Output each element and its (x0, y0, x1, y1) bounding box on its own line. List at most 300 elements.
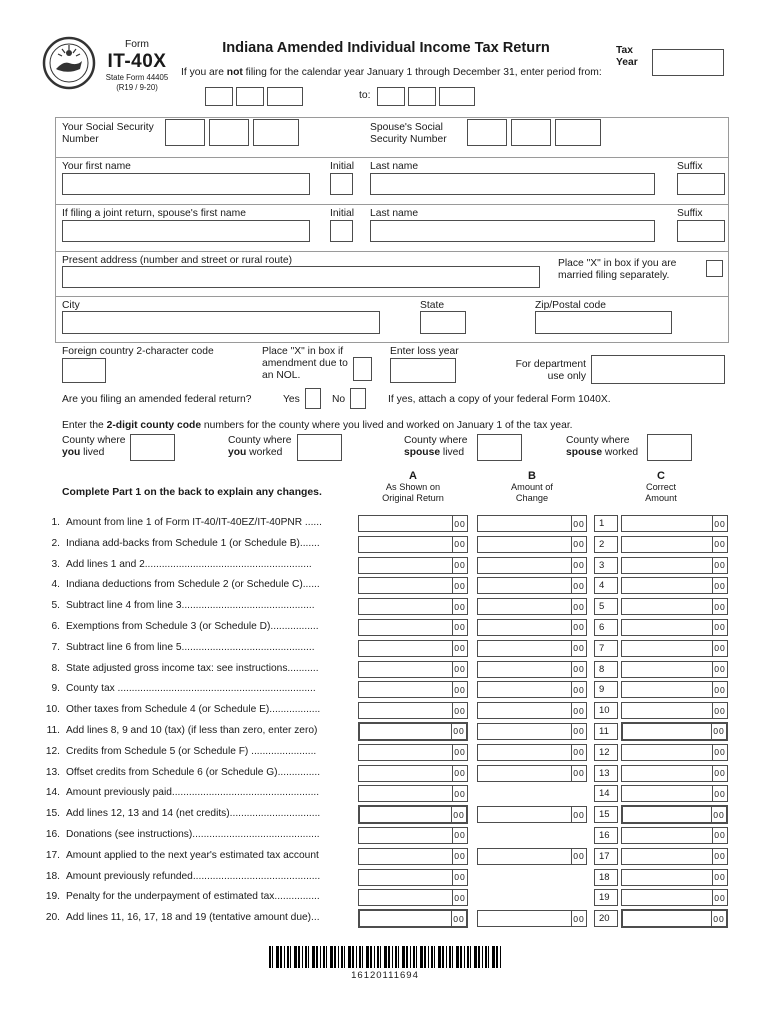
county-spouse-worked-input[interactable] (647, 434, 692, 461)
cents-preprint: 00 (571, 766, 586, 781)
county-label-line2 (228, 447, 298, 459)
table-row (40, 742, 730, 763)
amount-box-col-c[interactable] (621, 515, 728, 532)
amended-yes-checkbox[interactable] (305, 388, 321, 409)
line-number-box: 14 (594, 785, 618, 802)
county-intro-suffix: numbers for the county where you lived and worked on January 1 of the tax year. (201, 420, 573, 431)
row-label: Exemptions from Schedule 3 (or Schedule D)................. (66, 620, 319, 632)
line-number-box: 6 (594, 619, 618, 636)
spouse-last-name-input[interactable] (370, 220, 655, 242)
amount-box-col-a[interactable] (358, 515, 468, 532)
separate-filing-note: Place "X" in box if you are married filing separately. (558, 258, 677, 282)
col-b-letter: B (528, 470, 536, 482)
your-ssn-box-3[interactable] (253, 119, 299, 146)
row-number: 6. (51, 620, 60, 632)
period-to-box-2[interactable] (408, 87, 436, 106)
col-b-label: Amount of Change (511, 482, 553, 504)
amount-box-col-a[interactable] (358, 722, 468, 741)
row-label: Donations (see instructions)............................................. (66, 828, 320, 840)
cents-preprint: 00 (712, 558, 727, 573)
row-label: Amount previously refunded............................................. (66, 870, 321, 882)
cents-preprint: 00 (452, 516, 467, 531)
line-number-box: 11 (594, 723, 618, 740)
amount-box-col-b[interactable] (477, 598, 587, 615)
your-ssn-label: Your Social Security Number (62, 122, 154, 146)
county-label-line1: County where (228, 435, 292, 446)
amount-box-col-a[interactable] (358, 536, 468, 553)
amount-box-col-b[interactable] (477, 744, 587, 761)
cents-preprint: 00 (712, 620, 727, 635)
amount-box-col-b[interactable] (477, 848, 587, 865)
spouse-suffix-label: Suffix (677, 208, 703, 219)
state-form-number: State Form 44405 (105, 73, 169, 83)
row-label: Credits from Schedule 5 (or Schedule F) ....................... (66, 745, 317, 757)
spouse-last-name-label: Last name (370, 208, 419, 219)
cents-preprint: 00 (452, 620, 467, 635)
amount-box-col-c[interactable] (621, 557, 728, 574)
section-divider (55, 296, 728, 297)
amount-box-col-b[interactable] (477, 515, 587, 532)
section-divider (55, 251, 728, 252)
cents-preprint: 00 (452, 578, 467, 593)
dept-use-label: For department use only (515, 359, 586, 383)
cents-preprint: 00 (571, 682, 586, 697)
table-row (40, 575, 730, 596)
amount-box-col-b[interactable] (477, 640, 587, 657)
your-ssn-box-1[interactable] (165, 119, 205, 146)
col-a-letter: A (409, 470, 417, 482)
barcode-number: 16120111694 (351, 970, 419, 981)
married-filing-separately-checkbox[interactable] (706, 260, 723, 277)
amount-box-col-c[interactable] (621, 869, 728, 886)
row-label: Add lines 12, 13 and 14 (net credits)................................ (66, 808, 321, 820)
cents-preprint: 00 (452, 662, 467, 677)
cents-preprint: 00 (712, 890, 727, 905)
county-label-line1: County where (404, 435, 468, 446)
cents-preprint: 00 (571, 599, 586, 614)
cents-preprint: 00 (712, 516, 727, 531)
row-label: County tax ...................................................................... (66, 683, 316, 695)
amount-box-col-c[interactable] (621, 681, 728, 698)
amended-yes-label: Yes (283, 394, 300, 405)
cents-preprint: 00 (712, 870, 727, 885)
period-to-box-1[interactable] (377, 87, 405, 106)
county-spouse-worked-label (566, 435, 646, 459)
your-ssn-box-2[interactable] (209, 119, 249, 146)
cents-preprint: 00 (712, 641, 727, 656)
line-number-box: 10 (594, 702, 618, 719)
cents-preprint: 00 (712, 766, 727, 781)
line-number-box: 18 (594, 869, 618, 886)
cents-preprint: 00 (452, 828, 467, 843)
row-number: 18. (45, 870, 60, 882)
spouse-initial-label: Initial (330, 208, 355, 219)
period-from-box-3[interactable] (267, 87, 303, 106)
table-row (40, 679, 730, 700)
line-number-box: 12 (594, 744, 618, 761)
spouse-first-name-label: If filing a joint return, spouse's first name (62, 208, 246, 219)
period-from-box-2[interactable] (236, 87, 264, 106)
amount-box-col-a[interactable] (358, 577, 468, 594)
amount-box-col-b[interactable] (477, 806, 587, 823)
period-instruction-not: not (226, 67, 243, 78)
cents-preprint: 00 (452, 766, 467, 781)
line-number-box: 13 (594, 765, 618, 782)
row-number: 2. (51, 537, 60, 549)
cents-preprint: 00 (712, 849, 727, 864)
row-number: 1. (51, 517, 60, 528)
line-number-box: 5 (594, 598, 618, 615)
county-label-who: spouse (404, 447, 441, 459)
row-number: 20. (45, 912, 60, 924)
amended-no-label: No (332, 394, 346, 405)
table-row (40, 825, 730, 846)
amount-box-col-c[interactable] (621, 848, 728, 865)
period-to-label: to: (359, 90, 371, 101)
spouse-ssn-box-3[interactable] (555, 119, 601, 146)
line-number-box: 7 (594, 640, 618, 657)
row-label: Other taxes from Schedule 4 (or Schedule E).................. (66, 704, 321, 716)
table-row (40, 908, 730, 929)
state-input[interactable] (420, 311, 466, 334)
amount-box-col-a[interactable] (358, 661, 468, 678)
cents-preprint: 00 (452, 849, 467, 864)
row-label: Add lines 11, 16, 17, 18 and 19 (tentative amount due)... (66, 912, 320, 924)
loss-year-input[interactable] (390, 358, 456, 383)
cents-preprint: 00 (452, 786, 467, 801)
amount-box-col-c[interactable] (621, 598, 728, 615)
table-row (40, 596, 730, 617)
amount-box-col-a[interactable] (358, 619, 468, 636)
cents-preprint: 00 (712, 745, 727, 760)
table-row (40, 700, 730, 721)
indiana-state-seal (42, 36, 96, 90)
amount-box-col-c[interactable] (621, 577, 728, 594)
suffix-input[interactable] (677, 173, 725, 195)
cents-preprint: 00 (711, 911, 726, 926)
foreign-country-label: Foreign country 2-character code (62, 346, 214, 357)
row-label: Add lines 8, 9 and 10 (tax) (if less than zero, enter zero) (66, 724, 318, 736)
col-a-label: As Shown on Original Return (382, 482, 444, 504)
county-label-who: spouse (566, 447, 603, 459)
table-row (40, 887, 730, 908)
amount-box-col-a[interactable] (358, 805, 468, 824)
amount-box-col-c[interactable] (621, 889, 728, 906)
table-row (40, 721, 730, 742)
form-border-right (728, 117, 729, 343)
spouse-suffix-input[interactable] (677, 220, 725, 242)
county-label-what: lived (440, 447, 465, 459)
amount-box-col-c[interactable] (621, 785, 728, 802)
first-name-label: Your first name (62, 161, 131, 172)
spouse-ssn-box-2[interactable] (511, 119, 551, 146)
line-number-box: 8 (594, 661, 618, 678)
county-label-line2 (566, 447, 646, 459)
line-number-box: 9 (594, 681, 618, 698)
cents-preprint: 00 (712, 682, 727, 697)
row-number: 9. (51, 683, 60, 695)
city-input[interactable] (62, 311, 380, 334)
table-row (40, 804, 730, 825)
row-label: Indiana deductions from Schedule 2 (or Schedule C)...... (66, 579, 320, 591)
row-number: 14. (45, 787, 60, 799)
amount-box-col-a[interactable] (358, 848, 468, 865)
suffix-label: Suffix (677, 161, 703, 172)
tax-year-label-line2: Year (616, 57, 638, 69)
cents-preprint: 00 (452, 890, 467, 905)
county-you-lived-input[interactable] (130, 434, 175, 461)
cents-preprint: 00 (452, 870, 467, 885)
county-label-line2 (62, 447, 130, 459)
nol-checkbox[interactable] (353, 357, 372, 381)
amount-box-col-a[interactable] (358, 889, 468, 906)
spouse-initial-input[interactable] (330, 220, 353, 242)
row-number: 17. (45, 849, 60, 861)
state-label: State (420, 300, 445, 311)
amount-box-col-a[interactable] (358, 557, 468, 574)
table-row (40, 763, 730, 784)
amount-box-col-a[interactable] (358, 681, 468, 698)
col-c-label: Correct Amount (645, 482, 677, 504)
row-label: Offset credits from Schedule 6 (or Schedule G)............... (66, 766, 321, 778)
amount-box-col-c[interactable] (621, 619, 728, 636)
first-name-input[interactable] (62, 173, 310, 195)
row-label: Subtract line 6 from line 5............................................... (66, 641, 315, 653)
amount-box-col-b[interactable] (477, 681, 587, 698)
period-to-box-3[interactable] (439, 87, 475, 106)
cents-preprint: 00 (452, 745, 467, 760)
county-code-instruction (62, 420, 727, 432)
line-number-box: 4 (594, 577, 618, 594)
county-spouse-lived-label (404, 435, 478, 459)
spouse-ssn-box-1[interactable] (467, 119, 507, 146)
cents-preprint: 00 (712, 537, 727, 552)
amount-box-col-b[interactable] (477, 536, 587, 553)
cents-preprint: 00 (451, 807, 466, 822)
initial-label: Initial (330, 161, 355, 172)
line-number-box: 2 (594, 536, 618, 553)
cents-preprint: 00 (712, 662, 727, 677)
cents-preprint: 00 (571, 849, 586, 864)
nol-note: Place "X" in box if amendment due to an NOL. (262, 346, 348, 382)
cents-preprint: 00 (712, 828, 727, 843)
cents-preprint: 00 (452, 537, 467, 552)
address-input[interactable] (62, 266, 540, 288)
row-number: 15. (45, 808, 60, 820)
section-divider (55, 117, 728, 118)
line-number-box: 16 (594, 827, 618, 844)
table-row (40, 846, 730, 867)
cents-preprint: 00 (452, 599, 467, 614)
cents-preprint: 00 (571, 641, 586, 656)
cents-preprint: 00 (451, 724, 466, 739)
table-row (40, 617, 730, 638)
amount-box-col-b[interactable] (477, 765, 587, 782)
zip-input[interactable] (535, 311, 672, 334)
section-divider (55, 204, 728, 205)
table-row (40, 867, 730, 888)
county-label-what: worked (602, 447, 639, 459)
county-label-line1: County where (62, 435, 126, 446)
amount-box-col-c[interactable] (621, 640, 728, 657)
line-number-box: 1 (594, 515, 618, 532)
row-number: 12. (45, 745, 60, 757)
table-row (40, 638, 730, 659)
amount-box-col-a[interactable] (358, 909, 468, 928)
tax-year-label (616, 45, 638, 69)
amount-box-col-c[interactable] (621, 805, 728, 824)
amount-box-col-b[interactable] (477, 557, 587, 574)
amount-box-col-c[interactable] (621, 744, 728, 761)
county-spouse-lived-input[interactable] (477, 434, 522, 461)
table-row (40, 783, 730, 804)
barcode (269, 946, 501, 968)
amount-box-col-c[interactable] (621, 661, 728, 678)
amount-box-col-a[interactable] (358, 744, 468, 761)
row-label: Penalty for the underpayment of estimated tax................ (66, 891, 320, 903)
cents-preprint: 00 (712, 578, 727, 593)
amended-federal-question: Are you filing an amended federal return? (62, 394, 252, 405)
county-label-line2 (404, 447, 478, 459)
amount-box-col-c[interactable] (621, 702, 728, 719)
line-number-box: 19 (594, 889, 618, 906)
cents-preprint: 00 (571, 703, 586, 718)
amount-box-col-a[interactable] (358, 785, 468, 802)
amount-box-col-a[interactable] (358, 598, 468, 615)
table-row (40, 555, 730, 576)
address-label: Present address (number and street or rural route) (62, 255, 293, 266)
cents-preprint: 00 (571, 558, 586, 573)
row-label: Add lines 1 and 2........................................................... (66, 558, 312, 570)
zip-label: Zip/Postal code (535, 300, 606, 311)
row-label: Amount applied to the next year's estimated tax account (66, 849, 319, 861)
amount-box-col-b[interactable] (477, 577, 587, 594)
county-you-worked-input[interactable] (297, 434, 342, 461)
county-you-worked-label (228, 435, 298, 459)
amount-box-col-a[interactable] (358, 702, 468, 719)
form-border-left (55, 117, 56, 343)
cents-preprint: 00 (712, 703, 727, 718)
amount-box-col-a[interactable] (358, 765, 468, 782)
amount-box-col-b[interactable] (477, 619, 587, 636)
amount-box-col-b[interactable] (477, 661, 587, 678)
form-revision: (R19 / 9-20) (116, 83, 158, 93)
amount-table (40, 513, 730, 929)
amount-box-col-c[interactable] (621, 536, 728, 553)
amount-box-col-a[interactable] (358, 827, 468, 844)
spouse-first-name-input[interactable] (62, 220, 310, 242)
tax-year-label-line1: Tax (616, 45, 633, 56)
row-label: Indiana add-backs from Schedule 1 (or Schedule B)....... (66, 537, 320, 549)
cents-preprint: 00 (452, 682, 467, 697)
initial-input[interactable] (330, 173, 353, 195)
row-number: 8. (51, 662, 60, 674)
foreign-country-code-input[interactable] (62, 358, 106, 383)
period-from-box-1[interactable] (205, 87, 233, 106)
line-number-box: 15 (594, 806, 618, 823)
amount-box-col-a[interactable] (358, 640, 468, 657)
cents-preprint: 00 (571, 516, 586, 531)
tax-year-input[interactable] (652, 49, 724, 76)
county-label-line1: County where (566, 435, 630, 446)
row-number: 10. (45, 704, 60, 716)
cents-preprint: 00 (571, 620, 586, 635)
attach-1040x-note: If yes, attach a copy of your federal Form 1040X. (388, 394, 611, 405)
loss-year-label: Enter loss year (390, 346, 459, 357)
row-label: Amount previously paid.................................................... (66, 787, 320, 799)
row-number: 19. (45, 891, 60, 903)
table-row (40, 659, 730, 680)
amount-box-col-c[interactable] (621, 909, 728, 928)
line-number-box: 20 (594, 910, 618, 927)
cents-preprint: 00 (571, 578, 586, 593)
spouse-ssn-label: Spouse's Social Security Number (370, 122, 447, 146)
last-name-input[interactable] (370, 173, 655, 195)
county-intro-prefix: Enter the (62, 420, 107, 431)
form-number: IT-40X (107, 51, 167, 73)
county-label-what: worked (246, 447, 283, 459)
form-title: Indiana Amended Individual Income Tax Return (222, 40, 550, 56)
section-divider (55, 157, 728, 158)
cents-preprint: 00 (452, 703, 467, 718)
amount-box-col-a[interactable] (358, 869, 468, 886)
col-c-letter: C (657, 470, 665, 482)
amount-box-col-c[interactable] (621, 765, 728, 782)
cents-preprint: 00 (452, 641, 467, 656)
county-label-who: you (228, 447, 247, 459)
row-number: 7. (51, 641, 60, 653)
line-number-box: 17 (594, 848, 618, 865)
amount-box-col-b[interactable] (477, 723, 587, 740)
line-number-box: 3 (594, 557, 618, 574)
cents-preprint: 00 (451, 911, 466, 926)
cents-preprint: 00 (571, 662, 586, 677)
last-name-label: Last name (370, 161, 419, 172)
period-instruction-prefix: If you are (181, 67, 227, 78)
county-label-who: you (62, 447, 81, 459)
part1-instruction: Complete Part 1 on the back to explain any changes. (62, 487, 322, 498)
period-instruction (181, 67, 631, 79)
row-number: 5. (51, 600, 60, 612)
amount-box-col-b[interactable] (477, 702, 587, 719)
row-number: 13. (45, 766, 60, 778)
cents-preprint: 00 (571, 724, 586, 739)
amount-box-col-b[interactable] (477, 910, 587, 927)
form-id-block (94, 39, 180, 93)
row-label: Subtract line 4 from line 3............................................... (66, 600, 315, 612)
row-number: 11. (46, 724, 60, 736)
department-use-box[interactable] (591, 355, 725, 384)
cents-preprint: 00 (571, 807, 586, 822)
amended-no-checkbox[interactable] (350, 388, 366, 409)
county-label-what: lived (80, 447, 105, 459)
amount-box-col-c[interactable] (621, 827, 728, 844)
cents-preprint: 00 (712, 599, 727, 614)
section-divider (55, 342, 728, 343)
table-row (40, 534, 730, 555)
county-intro-bold: 2-digit county code (106, 420, 202, 431)
row-label: Amount from line 1 of Form IT-40/IT-40EZ/IT-40PNR ...... (66, 517, 322, 528)
cents-preprint: 00 (571, 911, 586, 926)
cents-preprint: 00 (571, 537, 586, 552)
row-label: State adjusted gross income tax: see instructions........... (66, 662, 319, 674)
city-label: City (62, 300, 80, 311)
row-number: 4. (51, 579, 60, 591)
amount-box-col-c[interactable] (621, 722, 728, 741)
row-number: 16. (45, 828, 60, 840)
cents-preprint: 00 (571, 745, 586, 760)
cents-preprint: 00 (712, 786, 727, 801)
